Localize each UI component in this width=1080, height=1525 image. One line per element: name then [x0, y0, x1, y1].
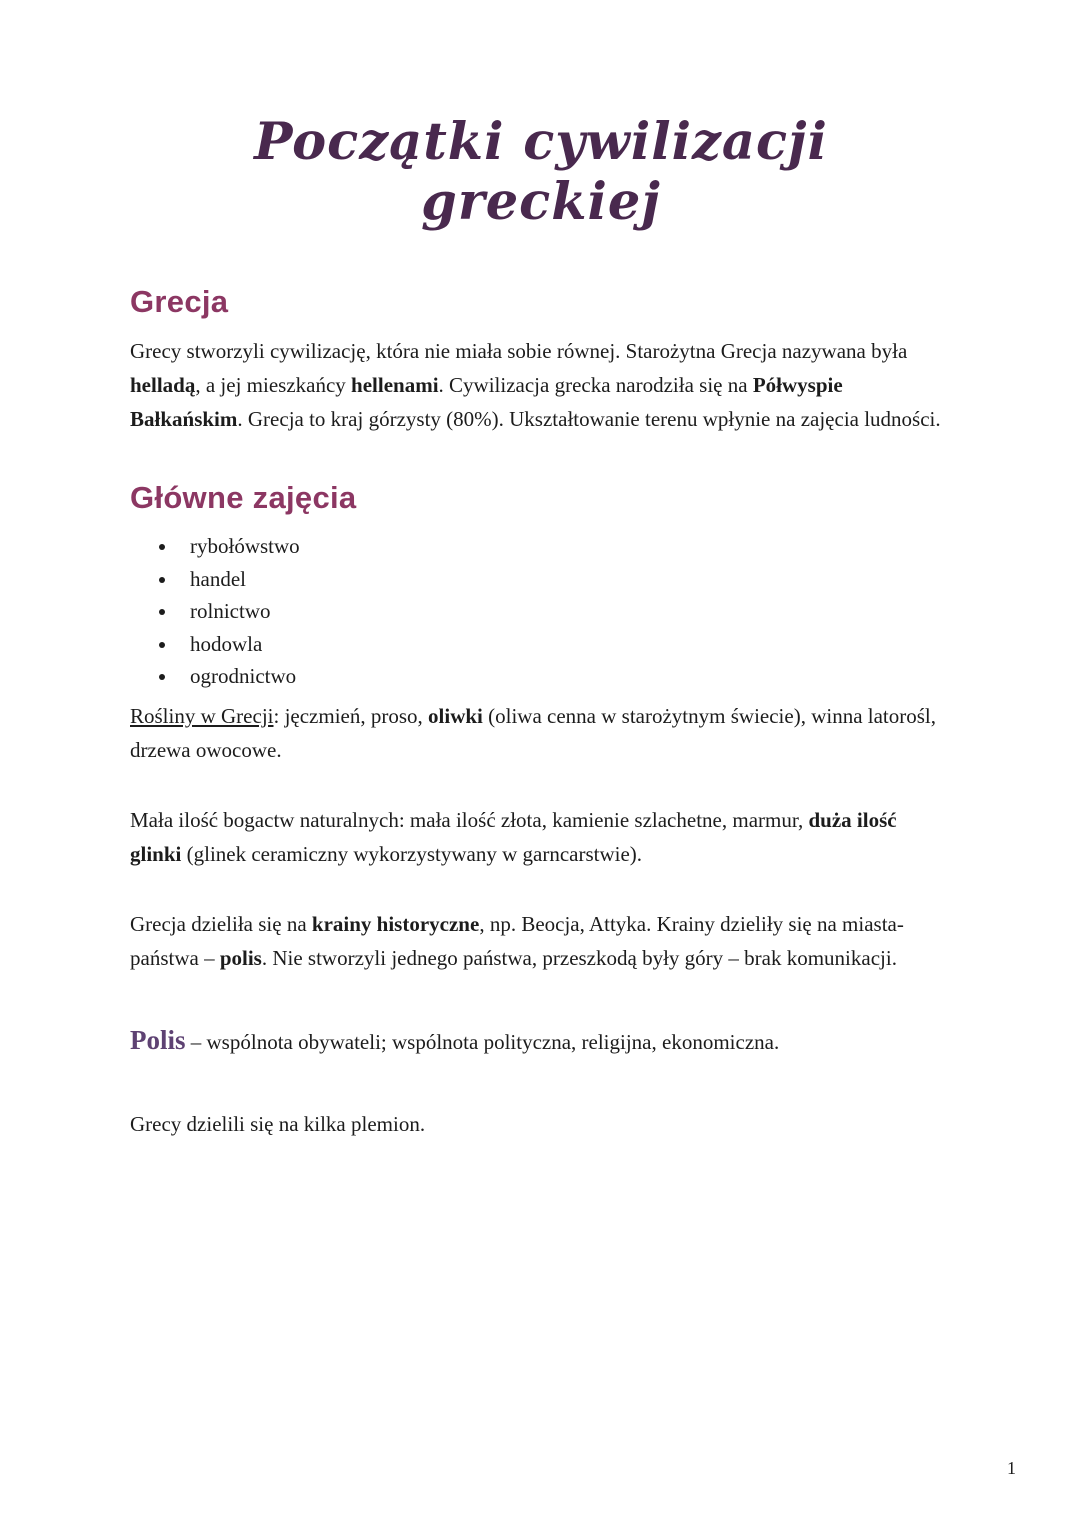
paragraph-grecja: Grecy stworzyli cywilizację, która nie miała sobie równej. Starożytna Grecja nazywana była helladą, a jej mieszkańcy hellenami. Cywilizacja grecka narodziła się na Półwyspie Bałkańskim. Grecja to kraj górzysty (80%). Ukształtowanie terenu wpłynie na zajęcia ludności. — [130, 339, 941, 432]
page-number: 1 — [1007, 1458, 1016, 1478]
polis-definition: – wspólnota obywateli; wspólnota polityczna, religijna, ekonomiczna. — [185, 1029, 780, 1054]
list-item: • rybołówstwo — [178, 530, 952, 563]
document-title: Początki cywilizacji greckiej — [254, 112, 828, 232]
polis-term: Polis — [130, 1024, 186, 1055]
paragraph-krainy: Grecja dzieliła się na krainy historyczne, np. Beocja, Attyka. Krainy dzieliły się na miasta-państwa – polis. Nie stworzyli jednego państwa, przeszkodą były góry – brak komunikacji. — [130, 911, 904, 970]
paragraph-plemiona: Grecy dzielili się na kilka plemion. — [130, 1111, 426, 1136]
paragraph-bogactwa: Mała ilość bogactw naturalnych: mała ilość złota, kamienie szlachetne, marmur, duża ilość glinki (glinek ceramiczny wykorzystywany w garncarstwie). — [130, 807, 897, 866]
list-item: • handel — [178, 563, 952, 596]
list-item: • rolnictwo — [178, 595, 952, 628]
paragraph-rosliny: Rośliny w Grecji: jęczmień, proso, oliwki (oliwa cenna w starożytnym świecie), winna latorośl, drzewa owocowe. — [130, 703, 937, 762]
paragraph-polis — [130, 1019, 952, 1063]
section-heading-grecja: Grecja — [130, 284, 229, 319]
occupations-list — [130, 530, 952, 693]
list-item: • hodowla — [178, 628, 952, 661]
list-item: • ogrodnictwo — [178, 660, 952, 693]
section-heading-glowne-zajecia: Główne zajęcia — [130, 480, 357, 516]
